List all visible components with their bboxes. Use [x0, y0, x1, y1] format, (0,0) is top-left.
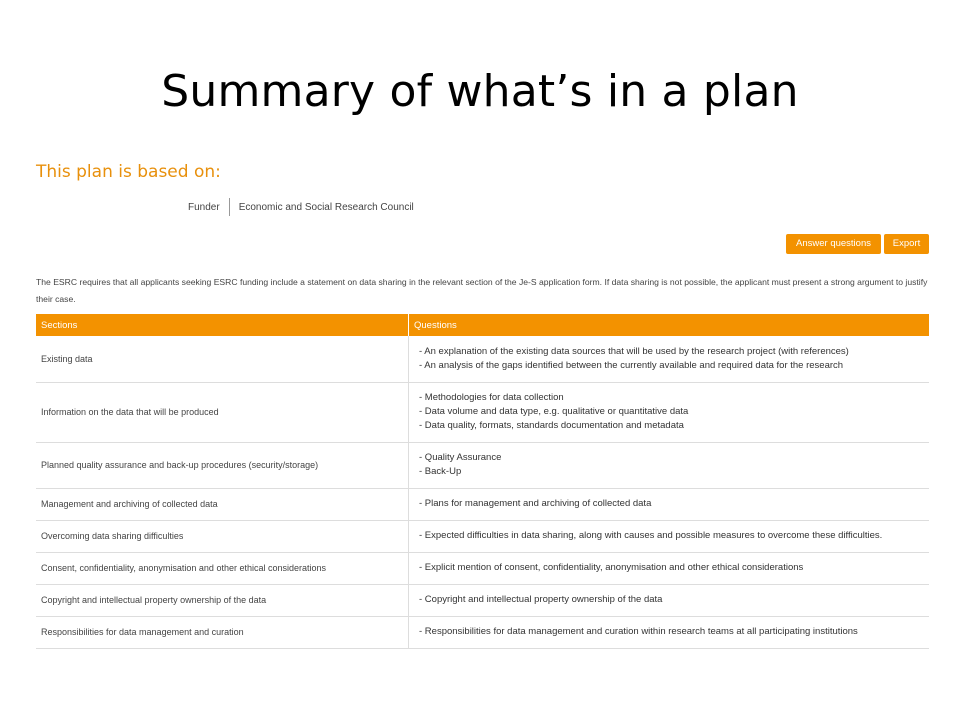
- questions-cell: [409, 336, 930, 382]
- question-item: - Data quality, formats, standards documentation and metadata: [419, 420, 684, 431]
- export-button[interactable]: Export: [884, 234, 929, 254]
- question-item: - Methodologies for data collection: [419, 392, 564, 403]
- table-row: [36, 552, 929, 584]
- section-cell: Existing data: [36, 336, 409, 382]
- question-item: - Copyright and intellectual property ownership of the data: [419, 594, 663, 605]
- table-row: [36, 616, 929, 648]
- table-row: [36, 488, 929, 520]
- section-cell: Management and archiving of collected data: [36, 488, 409, 520]
- section-cell: Copyright and intellectual property ownership of the data: [36, 584, 409, 616]
- questions-cell: [409, 520, 930, 552]
- funder-label: Funder: [188, 201, 220, 213]
- section-cell: Consent, confidentiality, anonymisation and other ethical considerations: [36, 552, 409, 584]
- section-cell: Overcoming data sharing difficulties: [36, 520, 409, 552]
- intro-text: The ESRC requires that all applicants seeking ESRC funding include a statement on data sharing in the relevant section of the Je-S application form. If data sharing is not possible, the applicant must present a strong argument to justify their case.: [36, 277, 928, 304]
- plan-table: [36, 314, 929, 649]
- sections-header: Sections: [36, 314, 409, 336]
- table-header-row: [36, 314, 929, 336]
- questions-cell: [409, 442, 930, 488]
- table-row: [36, 584, 929, 616]
- questions-cell: [409, 584, 930, 616]
- question-item: - Plans for management and archiving of collected data: [419, 498, 652, 509]
- question-item: - Responsibilities for data management and curation within research teams at all participating institutions: [419, 626, 858, 637]
- table-row: [36, 336, 929, 382]
- question-item: - Quality Assurance: [419, 452, 502, 463]
- table-row: [36, 442, 929, 488]
- questions-cell: [409, 616, 930, 648]
- funder-value: Economic and Social Research Council: [238, 201, 414, 213]
- funder-row: [188, 198, 414, 216]
- questions-cell: [409, 382, 930, 442]
- question-item: - An explanation of the existing data sources that will be used by the research project (with references): [419, 345, 849, 357]
- answer-questions-button[interactable]: Answer questions: [786, 234, 881, 254]
- question-item: - Back-Up: [419, 466, 462, 477]
- question-item: - Data volume and data type, e.g. qualitative or quantitative data: [419, 406, 689, 417]
- table-body: [36, 336, 929, 648]
- section-cell: Information on the data that will be produced: [36, 382, 409, 442]
- section-cell: Responsibilities for data management and curation: [36, 616, 409, 648]
- question-item: - Expected difficulties in data sharing, along with causes and possible measures to overcome these difficulties.: [419, 530, 883, 541]
- plan-based-on-heading: This plan is based on:: [36, 162, 221, 182]
- questions-header: Questions: [409, 314, 930, 336]
- questions-cell: [409, 552, 930, 584]
- question-item: - Explicit mention of consent, confidentiality, anonymisation and other ethical considerations: [419, 562, 804, 573]
- questions-cell: [409, 488, 930, 520]
- table-row: [36, 520, 929, 552]
- question-item: - An analysis of the gaps identified between the currently available and required data for the research: [419, 359, 844, 371]
- section-cell: Planned quality assurance and back-up procedures (security/storage): [36, 442, 409, 488]
- slide-title: Summary of what’s in a plan: [161, 66, 799, 117]
- table-row: [36, 382, 929, 442]
